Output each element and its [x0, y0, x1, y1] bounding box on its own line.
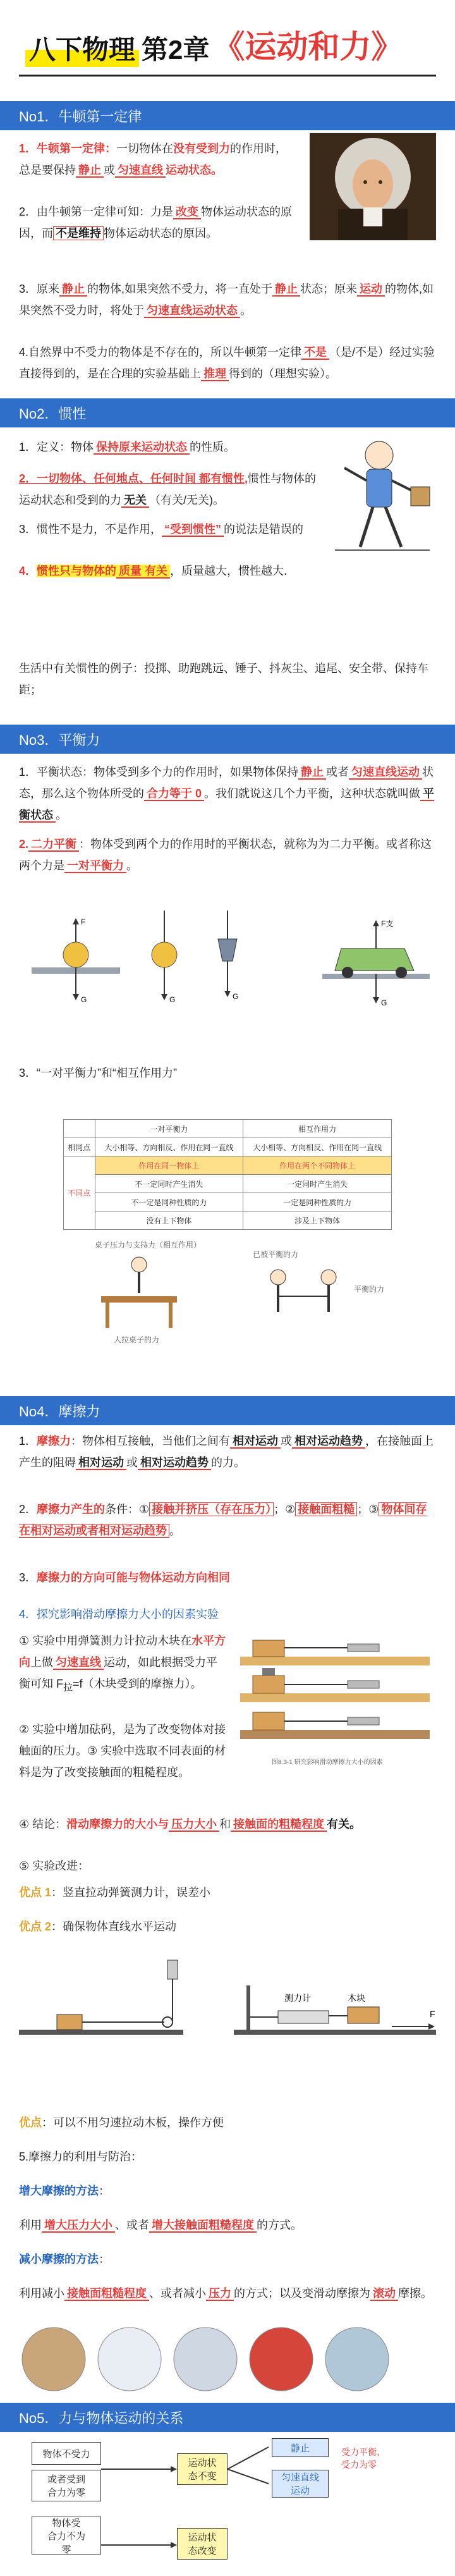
s2-p3-t2: 的说法是错误的 [224, 523, 304, 536]
s1-p3-t1: 3．原来 [19, 283, 60, 295]
flow-box-no-force: 物体不受力 [32, 2442, 101, 2465]
table-row [64, 1211, 392, 1230]
s4-p15-colon: ： [99, 2253, 110, 2266]
s3-p1-b3: 合力等于 0 [144, 787, 204, 801]
fig3-label-g: G [233, 992, 239, 1001]
s4-p9-text: ：竖直拉动弹簧测力计，误差小 [51, 1886, 211, 1899]
s3-p2-key: 二力平衡 [28, 838, 79, 852]
s4-para-15 [19, 2248, 436, 2270]
s2-p4-t2: ，质量越大，惯性越大． [170, 565, 296, 577]
table-cell: 大小相等、方向相反、作用在同一直线 [243, 1138, 392, 1156]
s4-para-14 [19, 2214, 436, 2236]
s4-p5-t1: ① 实验中用弹簧测力计拉动木块在 [19, 1635, 192, 1647]
s4-para-6: ② 实验中增加砝码，是为了改变物体对接触面的压力。③ 实验中选取不同表面的材料是为了改变接触面的粗糙程度。 [19, 1723, 226, 1779]
table-cell: 一定同时产生消失 [243, 1175, 392, 1193]
s1-p4-b1: 不是 [301, 346, 329, 360]
s1-p4-t3: 得到的（理想实验）。 [229, 367, 337, 380]
s1-p3-b4: 匀速直线运动状态 [144, 304, 240, 318]
s4-p2-num: 2． [19, 1503, 37, 1516]
s1-p2-text: 2．由牛顿第一定律可知：力是 [19, 205, 174, 218]
s4-p5-t2: 上做 [30, 1656, 53, 1669]
caption-3: 已被平衡的力 [253, 1250, 299, 1259]
fig-label-meter: 测力计 [284, 1993, 311, 2003]
title-topic: 《运动和力》 [213, 29, 403, 64]
s4-p1-t1: ：物体相互接触，当他们之间有 [71, 1435, 231, 1447]
s4-p11-label: 优点 [19, 2116, 42, 2129]
s4-p11-text: ：可以不用匀速拉动木板，操作方便 [42, 2116, 224, 2129]
s2-p3-b1: “受到惯性” [162, 523, 224, 537]
s4-p1-t2: 或 [281, 1435, 293, 1447]
s1-p1-key: 没有受到力 [173, 142, 231, 155]
s4-para-8: ⑤ 实验改进： [19, 1860, 90, 1872]
s2-p2-t2: （有关/无关)。 [149, 494, 224, 506]
s4-p5-t3: 运动，如此根据受力平衡可知 F [19, 1656, 217, 1690]
s2-para-5: 生活中有关惯性的例子：投掷、助跑跳远、锤子、抖灰尘、追尾、安全带、保持车距； [19, 662, 428, 696]
s4-p14-t1: 利用 [19, 2219, 42, 2231]
fig-label-block: 木块 [348, 1993, 365, 2003]
s1-p3-t5: 。 [240, 304, 252, 317]
table-row [64, 1193, 392, 1211]
section-header-4: No4．摩擦力 [0, 1396, 455, 1425]
s4-p1-t3: ，在接触面上产生的阻碍 [19, 1435, 434, 1469]
s4-p14-t3: 的方式。 [257, 2219, 302, 2231]
newton-portrait [310, 133, 436, 240]
table-cell: 不同点 [64, 1156, 95, 1230]
s1-p1-blank1: 静止 [76, 164, 104, 178]
s3-p1-b2: 匀速直线运动 [349, 766, 422, 780]
table-header-balance: 一对平衡力 [95, 1120, 243, 1138]
s1-p3-b2: 静止 [272, 283, 300, 297]
table-push-figure [82, 1239, 196, 1334]
s4-p7-and: 和 [219, 1818, 231, 1831]
caption-4: 平衡的力 [354, 1285, 385, 1294]
s3-para-2 [19, 833, 436, 876]
s2-para-4 [19, 560, 322, 582]
table-header-item [64, 1120, 95, 1138]
s4-p16-t2: 、或者减小 [149, 2287, 206, 2300]
flow-box-state-unchanged: 运动状 态不变 [177, 2453, 228, 2485]
s3-para-1 [19, 761, 436, 826]
s4-p3-num: 3． [19, 1571, 37, 1584]
fig2-label-g: G [169, 995, 176, 1004]
figure-lamp [218, 911, 238, 1001]
s4-p7-key: 滑动摩擦力的大小与 [66, 1818, 169, 1831]
s1-p2-blank1: 改变 [173, 205, 201, 219]
flow-box-uniform: 匀速直线 运动 [272, 2470, 329, 2498]
s4-para-7 [19, 1813, 436, 1835]
s1-p3-t3: 状态；原来 [300, 283, 358, 295]
s4-p9-label: 优点 1 [19, 1886, 52, 1899]
s4-p10-text: ：确保物体直线水平运动 [51, 1920, 177, 1933]
s4-para-9 [19, 1882, 436, 1903]
flow-box-zero-net: 或者受到 合力为零 [32, 2470, 101, 2501]
s1-p3-b3: 运动 [357, 283, 385, 297]
table-header-interaction: 相互作用力 [243, 1120, 392, 1138]
table-cell: 一定是同种性质的力 [243, 1193, 392, 1211]
s1-p3-t2: 的物体,如果突然不受力，将一直处于 [87, 283, 273, 295]
table-row [64, 1175, 392, 1193]
figure-ball-on-ground [32, 917, 120, 1004]
s1-para-4 [19, 341, 436, 384]
s3-p1-t1: 1．平衡状态：物体受到多个力的作用时，如果物体保持 [19, 766, 299, 778]
s2-para-3 [19, 518, 322, 540]
s4-p16-b1: 接触面粗糙程度 [64, 2287, 149, 2301]
s4-para-12: 5.摩擦力的利用与防治： [19, 2150, 143, 2163]
fig4-label-n: F支 [381, 919, 394, 928]
s4-p7-b2: 接触面的粗糙程度 [231, 1818, 327, 1832]
title-chapter: 第2章 [142, 35, 210, 64]
flow-box-state-changed: 运动状 态改变 [177, 2528, 228, 2560]
friction-experiment-figure [234, 1631, 442, 1751]
s4-p3-key: 摩擦力的方向可能与物体运动方向相同 [37, 1571, 231, 1584]
balance-force-figures [13, 911, 442, 1012]
s1-p2-blank2: 不是维持 [53, 226, 104, 240]
flow-tag-balanced: 受力平衡、 受力为零 [341, 2447, 385, 2470]
flow-box-nonzero-net: 物体受 合力不为 零 [32, 2517, 101, 2555]
figure-hanging-ball [152, 911, 177, 1004]
s2-p2-b1: 无关 [121, 494, 149, 508]
table-header-row [64, 1120, 392, 1138]
s2-p3-t1: 3．惯性不是力，不是作用， [19, 523, 162, 536]
s2-p2-key: 2．一切物体、任何地点、任何时间 都有惯性, [19, 472, 248, 485]
s4-p16-b2: 压力 [206, 2287, 234, 2301]
figure-car [322, 919, 430, 1007]
s2-para-2 [19, 468, 322, 511]
table-cell: 相同点 [64, 1138, 95, 1156]
section-header-5: No5．力与物体运动的关系 [0, 2403, 455, 2432]
s1-p1-blank2: 匀速直线 [115, 164, 166, 178]
fig-label-f: F [430, 2009, 435, 2019]
page-title [25, 18, 403, 67]
inertia-cartoon [322, 430, 436, 556]
s4-p10-label: 优点 2 [19, 1920, 52, 1933]
improved-experiment-figure [13, 1954, 442, 2068]
table-cell: 作用在同一物体上 [95, 1156, 243, 1175]
friction-photos [19, 2324, 436, 2394]
s4-p1-b1: 相对运动 [230, 1435, 281, 1449]
s4-para-1 [19, 1430, 436, 1473]
s2-p1-t2: 的性质。 [190, 441, 236, 453]
table-cell: 大小相等、方向相反、作用在同一直线 [95, 1138, 243, 1156]
table-row [64, 1156, 392, 1175]
s2-p1-b1: 保持原来运动状态 [94, 441, 190, 455]
s4-p14-b1: 增大压力大小 [42, 2219, 115, 2233]
s1-p1-text: 一切物体在 [116, 142, 174, 155]
s1-para-3 [19, 278, 436, 321]
s1-para-2 [19, 201, 303, 244]
s1-para-1 [19, 138, 297, 181]
s2-para-1 [19, 436, 322, 458]
figure-caption: 图8.3-1 研究影响滑动摩擦力大小的因素 [272, 1759, 383, 1766]
s1-p3-b1: 静止 [59, 283, 87, 297]
s4-p16-t3: 的方式；以及变滑动摩擦为 [234, 2287, 370, 2300]
s4-p13-colon: ： [99, 2185, 110, 2197]
balance-vs-interaction-table [63, 1119, 392, 1230]
s1-p4-t1: 4.自然界中不受力的物体是不存在的，所以牛顿第一定律 [19, 346, 302, 359]
s4-p1-t4: 或 [126, 1456, 138, 1469]
s4-p1-t5: 的力。 [211, 1456, 245, 1469]
s4-p1-b3: 相对运动 [76, 1456, 126, 1470]
s4-p5-key1: 水平方向 [19, 1635, 226, 1669]
s4-para-16 [19, 2283, 436, 2304]
title-bar [0, 0, 455, 95]
table-cell: 涉及上下物体 [243, 1211, 392, 1230]
s4-p14-t2: 、或者 [115, 2219, 149, 2231]
s3-p2-t1: ：物体受到两个力的作用时的平衡状态，就称为为二力平衡。或者称这两个力是 [19, 838, 432, 872]
s4-p2-key: 摩擦力产生的 [37, 1503, 106, 1516]
s3-p2-b1: 一对平衡力 [64, 859, 126, 873]
s4-p15-key: 减小摩擦的方法 [19, 2253, 99, 2266]
fig1-label-g: G [81, 995, 87, 1004]
table-cell: 不一定同时产生消失 [95, 1175, 243, 1193]
s4-p5-key2: 匀速直线 [53, 1656, 104, 1670]
s4-p1-key: 摩擦力 [37, 1435, 71, 1447]
fig1-label-f: F [81, 917, 86, 926]
s4-para-2 [19, 1499, 436, 1542]
s4-p13-key: 增大摩擦的方法 [19, 2185, 99, 2197]
s2-p4-key: 惯性只与物体的 [37, 565, 117, 577]
s4-p2-t3: ；③ [357, 1503, 379, 1516]
s4-para-13 [19, 2180, 436, 2202]
s3-p2-t2: 。 [126, 859, 138, 872]
fig4-label-g: G [381, 998, 387, 1007]
s2-p4-b1: 质量 有关 [116, 565, 170, 579]
s1-p1-or: 或 [104, 164, 115, 176]
caption-2: 人拉桌子的力 [114, 1335, 160, 1344]
section-header-1: No1．牛顿第一定律 [0, 101, 455, 130]
caption-1: 桌子压力与支持力（相互作用） [95, 1241, 202, 1249]
s3-p2-num: 2. [19, 838, 29, 850]
s1-p2-text3: 物体运动状态的原因。 [104, 227, 217, 240]
section-header-3: No3．平衡力 [0, 725, 455, 754]
s4-p7-end: 有关。 [327, 1818, 361, 1831]
s3-p1-b1: 静止 [298, 766, 326, 780]
s2-p4-num: 4． [19, 565, 37, 577]
tug-figure [253, 1258, 354, 1334]
table-row [64, 1138, 392, 1156]
s4-p1-num: 1． [19, 1435, 37, 1447]
s3-p1-b4: 平衡状态 [19, 787, 435, 821]
s4-para-5 [19, 1630, 228, 1699]
s4-p16-t1: 利用减小 [19, 2287, 64, 2300]
s4-para-3 [19, 1567, 436, 1588]
s1-p3-t4: 的物体,如果突然不受力时，将处于 [19, 283, 434, 317]
flow-box-rest: 静止 [272, 2438, 329, 2457]
s4-para-4: 4．探究影响滑动摩擦力大小的因素实验 [19, 1608, 219, 1621]
s2-p2-t1: 惯性与物体的运动状态和受到的力 [19, 472, 317, 506]
s1-p4-t2: （是/不是）经过实验直接得到的，是在合理的实验基础上 [19, 346, 435, 380]
s4-p2-b2: 接触面粗糙 [295, 1502, 357, 1516]
s4-p16-t4: 摩擦。 [398, 2287, 432, 2300]
s4-p1-b4: 相对运动趋势 [138, 1456, 211, 1470]
s4-p2-b1: 接触并挤压（存在压力） [149, 1502, 274, 1516]
s4-p2-t1: 条件：① [105, 1503, 150, 1516]
title-divider [19, 75, 436, 77]
s3-p1-t3: 状态，那么这个物体所受的 [19, 766, 434, 800]
s4-p16-b3: 滚动 [370, 2287, 398, 2301]
s1-p1-label: 1．牛顿第一定律： [19, 142, 117, 155]
s1-p1-end: 运动状态。 [166, 164, 222, 176]
s4-p7-b1: 压力大小 [169, 1818, 219, 1832]
title-subject: 八下物理 [25, 29, 139, 67]
s4-p2-t4: 。 [169, 1524, 181, 1537]
s1-p2-text2: 物体运动状态的原因，而 [19, 205, 293, 240]
s4-p7-t1: ④ 结论： [19, 1818, 67, 1831]
s1-p1-text2: 的作用时，总是要保持 [19, 142, 288, 176]
s4-p1-b2: 相对运动趋势 [292, 1435, 365, 1449]
s4-para-10 [19, 1916, 436, 1937]
s4-p2-b3: 物体间存在相对运动或者相对运动趋势 [19, 1503, 427, 1537]
s4-p2-t2: ；② [274, 1503, 296, 1516]
s3-p1-t4: 。我们就说这几个力平衡，这种状态就叫做 [204, 787, 421, 800]
s3-p1-t2: 或者 [326, 766, 349, 778]
table-cell: 没有上下物体 [95, 1211, 243, 1230]
section-header-2: No2．惯性 [0, 398, 455, 427]
table-cell: 作用在两个不同物体上 [243, 1156, 392, 1175]
s3-para-3: 3．“一对平衡力”和“相互作用力” [19, 1067, 177, 1079]
s2-p1-t1: 1．定义：物体 [19, 441, 94, 453]
s4-p5-t4: =f（木块受到的摩擦力）。 [73, 1677, 202, 1690]
s3-p1-t5: 。 [56, 809, 67, 821]
table-cell: 不一定是同种性质的力 [95, 1193, 243, 1211]
s4-p14-b2: 增大接触面粗糙程度 [149, 2219, 257, 2233]
s4-p5-sub: 拉 [63, 1682, 73, 1693]
s1-p4-b2: 推理 [201, 367, 229, 381]
s4-para-11 [19, 2112, 436, 2133]
